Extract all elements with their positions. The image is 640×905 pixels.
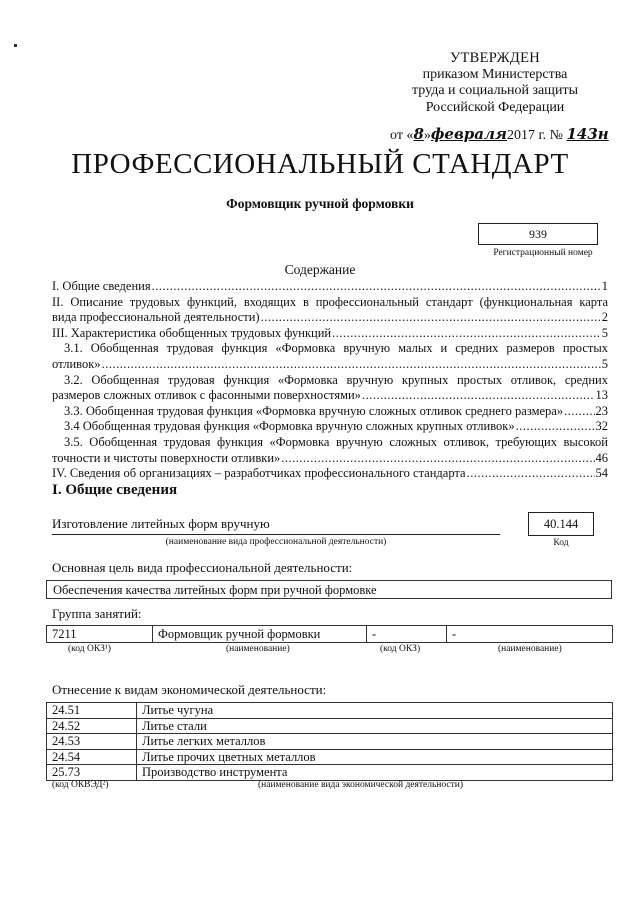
toc-leader (516, 419, 595, 435)
toc-entry-page: 32 (595, 419, 608, 434)
activity-name: Изготовление литейных форм вручную (52, 516, 270, 531)
okved-name-cell: Литье чугуна (137, 703, 613, 719)
okved-name-cell: Литье стали (137, 718, 613, 734)
date-mid: » (423, 128, 431, 143)
toc-entry-page: 5 (601, 356, 608, 371)
okved-code-cell: 24.51 (47, 703, 137, 719)
name-caption: (наименование) (498, 644, 562, 654)
date-month: февраля (430, 125, 507, 143)
occupation-name-cell: - (447, 626, 613, 643)
table-row (47, 703, 613, 719)
toc-entry[interactable] (52, 373, 608, 404)
toc-entry[interactable] (52, 419, 608, 435)
toc-entry-text: вида профессиональной деятельности) (52, 310, 260, 325)
toc-entry-text: 3.4 Обобщенная трудовая функция «Формовка вручную сложных крупных отливок» (64, 419, 515, 434)
toc-entry-text: размеров сложных отливок с фасонными поверхностями» (52, 388, 361, 403)
activity-code-label: Код (553, 538, 569, 548)
toc-leader (362, 388, 595, 404)
approval-line: Российской Федерации (425, 99, 565, 115)
okved-name-cell: Литье легких металлов (137, 734, 613, 750)
okved-code-caption: (код ОКВЭД²) (52, 780, 109, 790)
table-row (47, 626, 613, 643)
toc-title: Содержание (284, 262, 356, 277)
okved-captions (46, 780, 612, 794)
toc-entry-text: III. Характеристика обобщенных трудовых функций (52, 325, 332, 340)
okved-name-caption: (наименование вида экономической деятельности) (258, 780, 463, 790)
toc-entry[interactable] (52, 326, 608, 342)
toc-entry-page: 5 (601, 325, 608, 340)
approval-line: приказом Министерства (422, 66, 568, 82)
scan-mark (14, 44, 17, 47)
approval-line: труда и социальной защиты (412, 83, 578, 98)
standard-subtitle: Формовщик ручной формовки (226, 196, 414, 211)
toc-entry-text: II. Описание трудовых функций, входящих в профессиональный стандарт (функциональная карта (52, 294, 608, 309)
toc-entry-page: 2 (601, 310, 608, 325)
order-number: 143н (566, 125, 609, 143)
toc-entry-page: 13 (595, 388, 608, 403)
occupation-group-table (46, 625, 613, 643)
okved-label: Отнесение к видам экономической деятельности: (52, 682, 327, 697)
page-title: ПРОФЕССИОНАЛЬНЫЙ СТАНДАРТ (71, 148, 569, 180)
toc-entry-page: 54 (595, 466, 608, 481)
registration-number-box: 939 (478, 223, 598, 245)
table-row (47, 765, 613, 781)
toc-entry[interactable] (52, 295, 608, 326)
group-label: Группа занятий: (52, 606, 142, 621)
toc-entry[interactable] (52, 341, 608, 372)
approval-date-line (390, 125, 609, 144)
toc-entry[interactable] (52, 466, 608, 482)
toc-entry-text: 3.1. Обобщенная трудовая функция «Формовка вручную малых и средних размеров простых (64, 341, 608, 356)
okved-code-cell: 24.53 (47, 734, 137, 750)
toc-leader (467, 466, 595, 482)
toc-entry[interactable] (52, 404, 608, 420)
okz-caption: (код ОКЗ¹) (68, 644, 111, 654)
approval-heading: УТВЕРЖДЕН (449, 50, 541, 66)
name-caption: (наименование) (226, 644, 290, 654)
okz-code-cell: 7211 (47, 626, 153, 643)
toc-leader (261, 310, 601, 326)
goal-box: Обеспечения качества литейных форм при ручной формовке (46, 580, 612, 599)
date-year: 2017 г. № (506, 128, 563, 143)
activity-caption: (наименование вида профессиональной деятельности) (165, 537, 387, 547)
toc-entry-page: 46 (595, 450, 608, 465)
okz-caption: (код ОКЗ) (380, 644, 421, 654)
toc-leader (332, 326, 601, 342)
group-captions (46, 644, 612, 658)
okved-name-cell: Литье прочих цветных металлов (137, 749, 613, 765)
okved-name-cell: Производство инструмента (137, 765, 613, 781)
okved-code-cell: 24.52 (47, 718, 137, 734)
section-heading: I. Общие сведения (52, 482, 178, 498)
okved-code-cell: 25.73 (47, 765, 137, 781)
okz-code-cell: - (367, 626, 447, 643)
toc-entry[interactable] (52, 279, 608, 295)
toc-entry-page: 23 (595, 403, 608, 418)
date-prefix: от « (390, 128, 414, 143)
table-of-contents (52, 279, 608, 482)
toc-entry-text: точности и чистоты поверхности отливки» (52, 450, 281, 465)
goal-label: Основная цель вида профессиональной деятельности: (52, 560, 353, 575)
toc-leader (152, 279, 601, 295)
activity-underline (52, 534, 500, 535)
toc-entry-page: 1 (601, 279, 608, 293)
toc-entry-text: 3.5. Обобщенная трудовая функция «Формовка вручную сложных отливок, требующих высокой (64, 434, 608, 449)
table-row (47, 749, 613, 765)
toc-entry-text: 3.2. Обобщенная трудовая функция «Формовка вручную крупных простых отливок, средних (64, 372, 608, 387)
occupation-name-cell: Формовщик ручной формовки (153, 626, 367, 643)
toc-leader (281, 451, 594, 467)
table-row (47, 718, 613, 734)
table-row (47, 734, 613, 750)
okved-table (46, 702, 613, 781)
toc-entry-text: отливок» (52, 356, 101, 371)
toc-leader (102, 357, 601, 373)
toc-entry-text: I. Общие сведения (52, 279, 151, 293)
activity-code-box: 40.144 (528, 512, 594, 536)
toc-entry[interactable] (52, 435, 608, 466)
approval-block (395, 50, 595, 116)
okved-code-cell: 24.54 (47, 749, 137, 765)
registration-label: Регистрационный номер (493, 248, 593, 258)
toc-entry-text: 3.3. Обобщенная трудовая функция «Формовка вручную сложных отливок среднего размера» (64, 403, 564, 418)
toc-entry-text: IV. Сведения об организациях – разработчиках профессионального стандарта (52, 466, 466, 481)
date-day: 8 (413, 125, 424, 143)
toc-leader (564, 404, 594, 420)
